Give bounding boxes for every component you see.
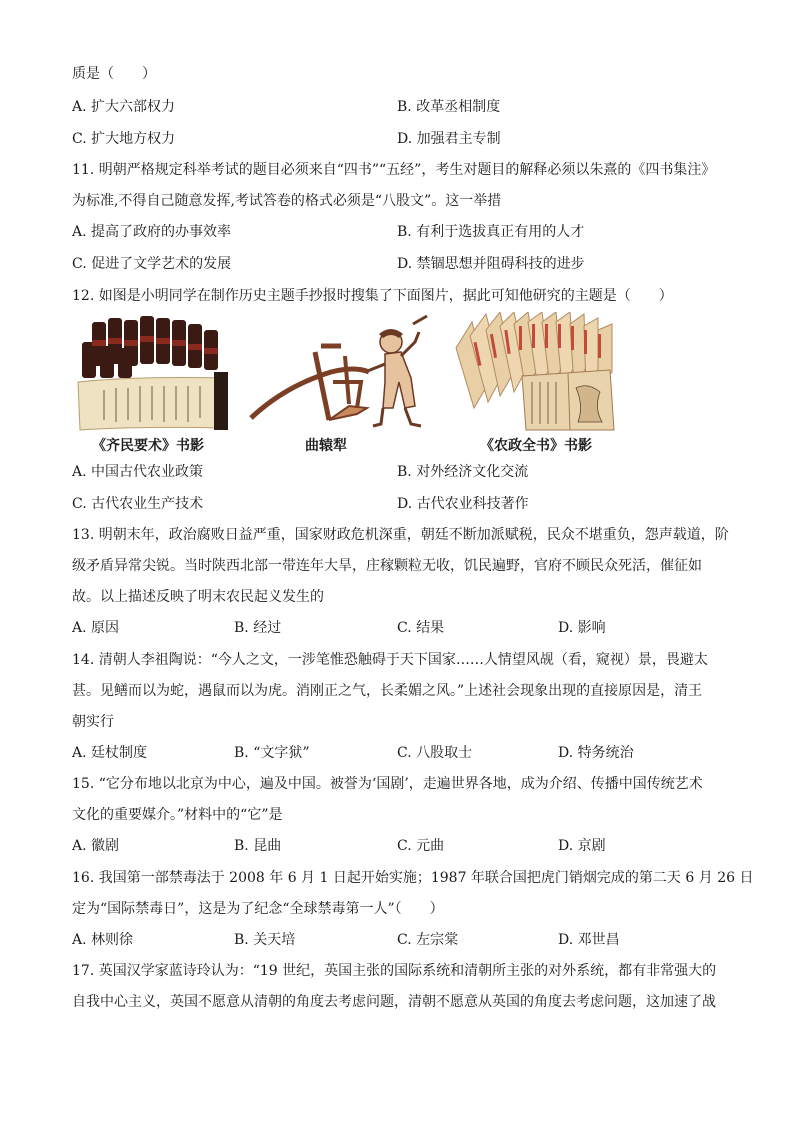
- q12-stem: 12. 如图是小明同学在制作历史主题手抄报时搜集了下面图片，据此可知他研究的主题是（ ）: [72, 288, 673, 304]
- q12-option-b: B. 对外经济文化交流: [397, 464, 529, 480]
- q16-stem-line1: 16. 我国第一部禁毒法于 2008 年 6 月 1 日起开始实施；1987 年联合国把虎门销烟完成的第二天 6 月 26 日: [72, 870, 754, 886]
- q16-stem-line2: 定为“国际禁毒日”，这是为了纪念“全球禁毒第一人”（ ）: [72, 901, 444, 917]
- q15-stem-line1: 15. “它分布地以北京为中心，遍及中国。被誉为‘国剧’，走遍世界各地，成为介绍、传播中国传统艺术: [72, 776, 703, 792]
- q16-option-d: D. 邓世昌: [558, 932, 620, 948]
- q17-stem-line1: 17. 英国汉学家蓝诗玲认为：“19 世纪，英国主张的国际系统和清朝所主张的对外系统，都有非常强大的: [72, 963, 717, 979]
- q16-option-b: B. 关天培: [234, 932, 296, 948]
- q16-option-a: A. 林则徐: [72, 932, 134, 948]
- q13-option-a: A. 原因: [72, 620, 120, 636]
- q14-option-d: D. 特务统治: [558, 745, 634, 761]
- q13-stem-line3: 故。以上描述反映了明末农民起义发生的: [72, 589, 324, 605]
- q11-stem-line1: 11. 明朝严格规定科举考试的题目必须来自“四书”“五经”，考生对题目的解释必须以朱熹的《四书集注》: [72, 162, 716, 178]
- nongzheng-quanshu-image: [452, 312, 620, 432]
- q10-option-b: B. 改革丞相制度: [397, 99, 501, 115]
- q14-option-b: B. “文字狱”: [234, 745, 310, 761]
- q11-stem-line2: 为标准,不得自己随意发挥,考试答卷的格式必须是“八股文”。这一举措: [72, 193, 502, 209]
- q12-option-a: A. 中国古代农业政策: [72, 464, 204, 480]
- q14-stem-line2: 甚。见鳝而以为蛇，遇鼠而以为虎。消刚正之气，长柔媚之风。”上述社会现象出现的直接原因是，清王: [72, 683, 703, 699]
- qimin-yaoshu-image: [74, 312, 230, 432]
- q10-stem-tail: 质是（ ）: [72, 66, 156, 82]
- q15-option-c: C. 元曲: [397, 838, 445, 854]
- nongzheng-quanshu-caption: 《农政全书》书影: [480, 438, 592, 454]
- q11-option-a: A. 提高了政府的办事效率: [72, 224, 232, 240]
- q14-option-c: C. 八股取士: [397, 745, 473, 761]
- q15-stem-line2: 文化的重要媒介。”材料中的“它”是: [72, 807, 283, 823]
- qimin-yaoshu-caption: 《齐民要术》书影: [92, 438, 204, 454]
- quyuan-plough-image: [245, 312, 440, 432]
- q10-option-c: C. 扩大地方权力: [72, 131, 176, 147]
- q13-stem-line2: 级矛盾异常尖锐。当时陕西北部一带连年大旱，庄稼颗粒无收，饥民遍野，官府不顾民众死活，催征如: [72, 558, 702, 574]
- quyuan-plough-caption: 曲辕犁: [305, 438, 347, 454]
- q12-option-d: D. 古代农业科技著作: [397, 496, 529, 512]
- q15-option-b: B. 昆曲: [234, 838, 282, 854]
- q13-option-b: B. 经过: [234, 620, 282, 636]
- q11-option-d: D. 禁锢思想并阻碍科技的进步: [397, 256, 585, 272]
- q10-option-d: D. 加强君主专制: [397, 131, 501, 147]
- q13-stem-line1: 13. 明朝末年，政治腐败日益严重，国家财政危机深重，朝廷不断加派赋税，民众不堪重负，怨声载道，阶: [72, 527, 729, 543]
- q14-option-a: A. 廷杖制度: [72, 745, 148, 761]
- q15-option-a: A. 徽剧: [72, 838, 120, 854]
- q14-stem-line1: 14. 清朝人李祖陶说：“今人之文，一涉笔惟恐触碍于天下国家……人情望风觇（看，窥视）景，畏避太: [72, 652, 708, 668]
- q11-option-c: C. 促进了文学艺术的发展: [72, 256, 232, 272]
- q14-stem-line3: 朝实行: [72, 714, 114, 730]
- q10-option-a: A. 扩大六部权力: [72, 99, 176, 115]
- q15-option-d: D. 京剧: [558, 838, 606, 854]
- q11-option-b: B. 有利于选拔真正有用的人才: [397, 224, 585, 240]
- q12-option-c: C. 古代农业生产技术: [72, 496, 204, 512]
- q13-option-d: D. 影响: [558, 620, 606, 636]
- q17-stem-line2: 自我中心主义，英国不愿意从清朝的角度去考虑问题，清朝不愿意从英国的角度去考虑问题，这加速了战: [72, 994, 716, 1010]
- q16-option-c: C. 左宗棠: [397, 932, 459, 948]
- q13-option-c: C. 结果: [397, 620, 445, 636]
